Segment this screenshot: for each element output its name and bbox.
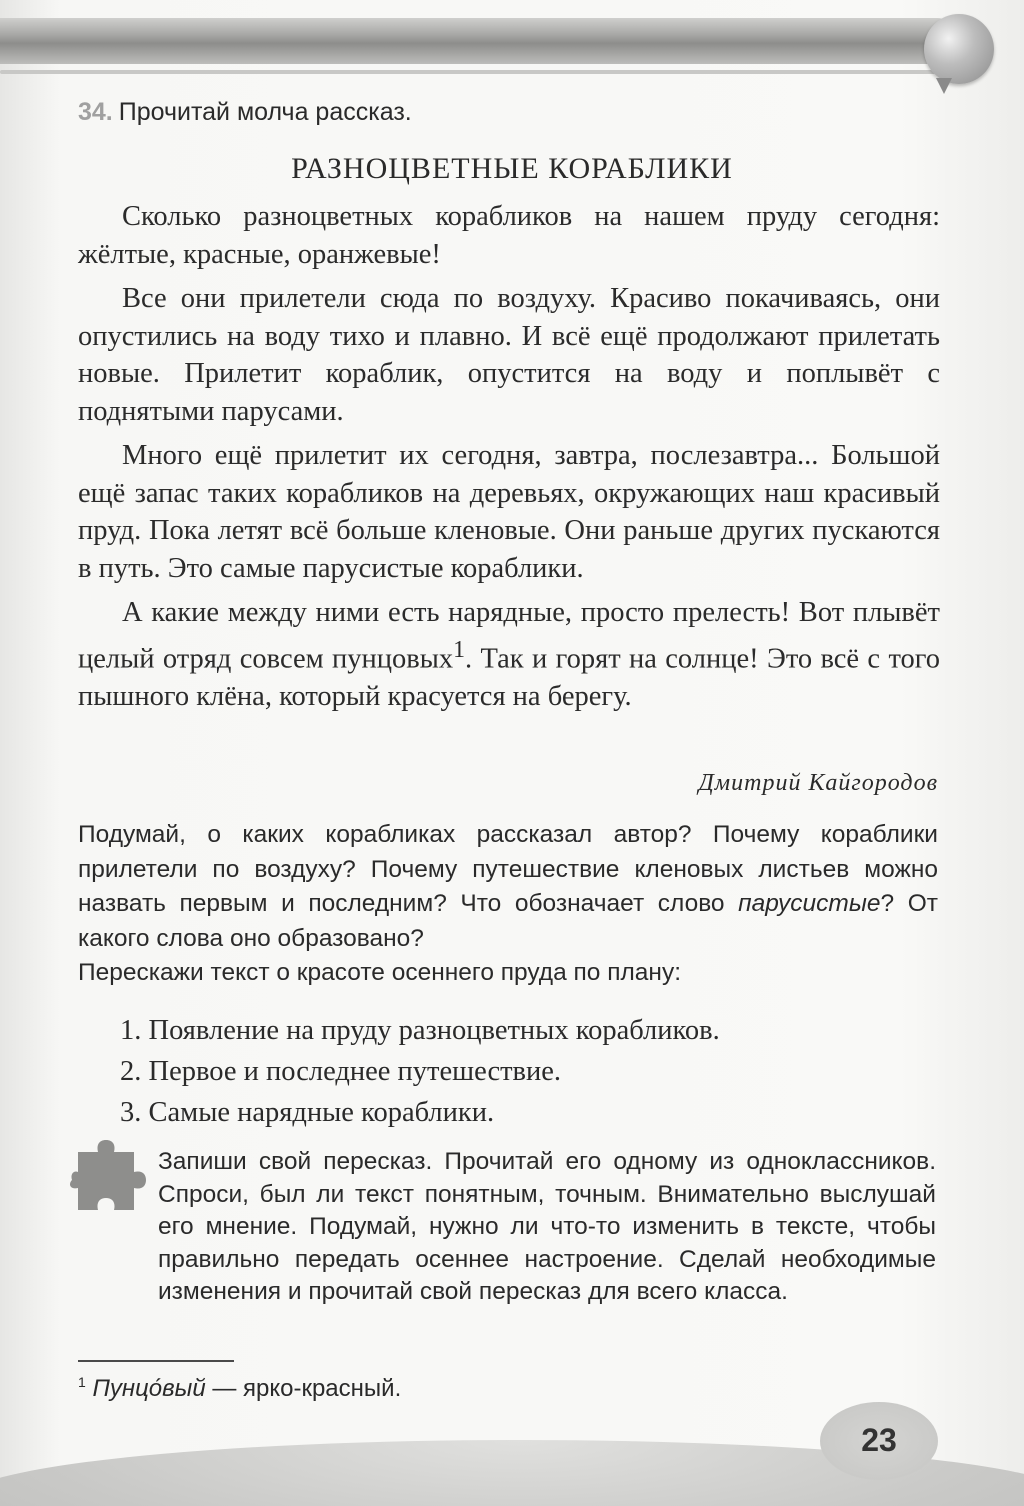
plan-item: 1. Появление на пруду разноцветных корабликов.: [120, 1015, 720, 1046]
top-decorative-line: [0, 70, 940, 74]
questions-part: Подумай, о каких корабликах рассказал автор? Почему кораблики прилетели по воздуху? Почему путешествие кленовых листьев можно назвать первым и последним? Что обозначает слово: [78, 821, 938, 917]
story-paragraph-part: А какие между ними есть нарядные, просто прелесть! Вот плывёт целый отряд совсем пунцовых: [78, 597, 940, 674]
retell-instruction: Перескажи текст о красоте осеннего пруда по плану:: [78, 959, 682, 986]
story-paragraph: Все они прилетели сюда по воздуху. Красиво покачиваясь, они опустились на воду тихо и плавно. И всё ещё продолжают прилетать новые. Прилетит кораблик, опустится на воду и поплывёт с поднятыми парусами.: [78, 283, 940, 427]
balloon-icon: [924, 14, 994, 84]
task-instruction: Прочитай молча рассказ.: [118, 98, 412, 126]
story-title: РАЗНОЦВЕТНЫЕ КОРАБЛИКИ: [291, 152, 733, 185]
footnote-divider: [78, 1360, 234, 1362]
footnote-reference: 1: [453, 636, 465, 663]
story-text: [78, 198, 940, 722]
footnote: [78, 1374, 401, 1403]
task-header: [78, 98, 412, 127]
story-author: Дмитрий Кайгородов: [698, 770, 938, 796]
plan-item: 2. Первое и последнее путешествие.: [120, 1056, 562, 1087]
questions-text: [78, 818, 938, 956]
task-number: 34.: [78, 98, 113, 126]
story-paragraph: Много ещё прилетит их сегодня, завтра, послезавтра... Большой ещё запас таких корабликов на деревьях, окружающих наш красивый пруд. Пока летят всё больше кленовые. Они раньше других пускаются в путь. Это самые парусистые кораблики.: [78, 440, 940, 584]
footnote-mark: 1: [78, 1374, 86, 1390]
footnote-definition: — ярко-красный.: [205, 1375, 402, 1402]
balloon-tail-icon: [936, 78, 952, 94]
questions-block: [78, 818, 938, 991]
page-number: 23: [861, 1422, 897, 1458]
story-paragraph-last: [78, 594, 940, 715]
retell-plan: [120, 1010, 940, 1133]
story-paragraph-part: . Так и горят на солнце! Это всё с того пышного клёна, который красуется на берегу.: [78, 643, 940, 712]
footnote-term: Пунцо́вый: [92, 1375, 206, 1402]
plan-item: 3. Самые нарядные кораблики.: [120, 1097, 495, 1128]
top-decorative-band: [0, 18, 960, 64]
questions-italic-word: парусистые: [738, 890, 881, 917]
assignment-text: Запиши свой пересказ. Прочитай его одному из одноклассников. Спроси, был ли текст понятным, точным. Внимательно выслушай его мнение. Подумай, нужно ли что-то изменить в тексте, чтобы правильно передать осеннее настроение. Сделай необходимые изменения и прочитай свой пересказ для всего класса.: [158, 1148, 936, 1305]
puzzle-icon: [70, 1138, 148, 1218]
story-paragraph: Сколько разноцветных корабликов на нашем пруду сегодня: жёлтые, красные, оранжевые!: [78, 201, 940, 270]
questions-part: ? От какого слова оно образовано?: [78, 890, 938, 952]
